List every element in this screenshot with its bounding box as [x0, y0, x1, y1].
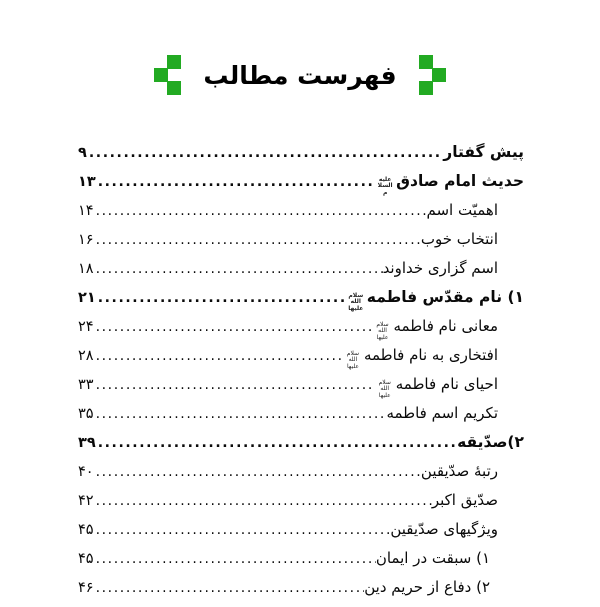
toc-entry-label: ۲) دفاع از حریم دین: [364, 578, 490, 596]
leader-dots: [94, 261, 383, 277]
leader-dots: [94, 522, 391, 538]
toc-entry: [77, 317, 524, 346]
toc-entry: [77, 520, 524, 549]
toc-entry-page: ۴۲: [78, 493, 94, 509]
leader-dots: [94, 348, 342, 364]
toc-entry: [77, 172, 524, 201]
leader-dots: [96, 174, 374, 190]
leader-dots: [94, 203, 427, 219]
toc-entry-label: معانی نام فاطمه: [393, 317, 498, 335]
toc-header: [0, 50, 600, 100]
toc-entry-page: ۳۹: [78, 435, 96, 451]
toc-entry-label: حدیث امام صادق: [396, 172, 524, 190]
toc-entry-label: انتخاب خوب: [420, 230, 498, 248]
toc-entry: [77, 346, 524, 375]
green-square: [154, 68, 168, 82]
toc-entry-page: ۳۳: [78, 377, 94, 393]
toc-entry-page: ۱۴: [78, 203, 94, 219]
leader-dots: [94, 551, 376, 567]
toc-entry-label: ۱) سبقت در ایمان: [375, 549, 490, 567]
toc-entry: [77, 462, 524, 491]
toc-entry-page: ۱۶: [78, 232, 94, 248]
toc-entry: [77, 375, 524, 404]
toc-entry: [77, 578, 524, 607]
toc-entry-label: ویژگیهای صدّیقین: [390, 520, 498, 538]
toc-entry: [77, 549, 524, 578]
toc-entry-page: ۱۸: [78, 261, 94, 277]
green-square: [432, 68, 446, 82]
leader-dots: [94, 580, 365, 596]
page-title: فهرست مطالب: [203, 60, 397, 90]
toc-entry-page: ۳۵: [78, 406, 94, 422]
honorific-mark: سلام الله علیها: [346, 350, 360, 370]
toc-entry-label: تکریم اسم فاطمه: [386, 404, 498, 422]
toc-entry-label: اهمیّت اسم: [426, 201, 498, 219]
toc-entry-label: احیای نام فاطمه: [395, 375, 498, 393]
toc-entry-label: اسم گزاری خداوند: [382, 259, 498, 277]
leader-dots: [94, 464, 421, 480]
toc-entry: [77, 404, 524, 433]
toc-entry-page: ۲۴: [78, 319, 94, 335]
toc-entry-page: ۱۳: [78, 174, 96, 190]
toc-entry-label: پیش گفتار: [443, 143, 524, 161]
honorific-mark: علیه السلام: [377, 176, 393, 196]
toc-entry: [77, 433, 524, 462]
toc-entry-label: ۱) نام مقدّس فاطمه: [366, 288, 524, 306]
toc-entry: [77, 201, 524, 230]
green-square: [167, 55, 181, 69]
toc-entry-page: ۲۱: [78, 290, 96, 306]
leader-dots: [94, 232, 421, 248]
toc-entry: [77, 143, 524, 172]
toc-entry-label: رتبهٔ صدّیقین: [420, 462, 498, 480]
toc-entry-page: ۲۸: [78, 348, 94, 364]
green-square: [167, 81, 181, 95]
toc-entry-page: ۴۶: [78, 580, 94, 596]
toc-entry: [77, 491, 524, 520]
toc-entry: [77, 259, 524, 288]
toc-entry-page: ۹: [78, 145, 87, 161]
green-squares-left-icon: [154, 55, 181, 95]
leader-dots: [87, 145, 443, 161]
toc-entry: [77, 230, 524, 259]
toc-list: [77, 143, 524, 607]
green-square: [419, 55, 433, 69]
leader-dots: [96, 435, 457, 451]
toc-entry-page: ۴۵: [78, 522, 94, 538]
green-square: [419, 81, 433, 95]
toc-entry-page: ۴۰: [78, 464, 94, 480]
toc-entry: [77, 288, 524, 317]
toc-entry-label: ۲)صدّیقه: [457, 433, 524, 451]
toc-entry-page: ۴۵: [78, 551, 94, 567]
leader-dots: [96, 290, 345, 306]
green-squares-right-icon: [419, 55, 446, 95]
leader-dots: [94, 493, 432, 509]
toc-entry-label: افتخاری به نام فاطمه: [363, 346, 498, 364]
honorific-mark: سلام الله علیها: [376, 321, 389, 341]
honorific-mark: سلام الله علیها: [348, 292, 364, 312]
leader-dots: [94, 319, 372, 335]
honorific-mark: سلام الله علیها: [378, 379, 391, 399]
leader-dots: [94, 406, 387, 422]
toc-entry-label: صدّیق اکبر: [431, 491, 498, 509]
leader-dots: [94, 377, 374, 393]
